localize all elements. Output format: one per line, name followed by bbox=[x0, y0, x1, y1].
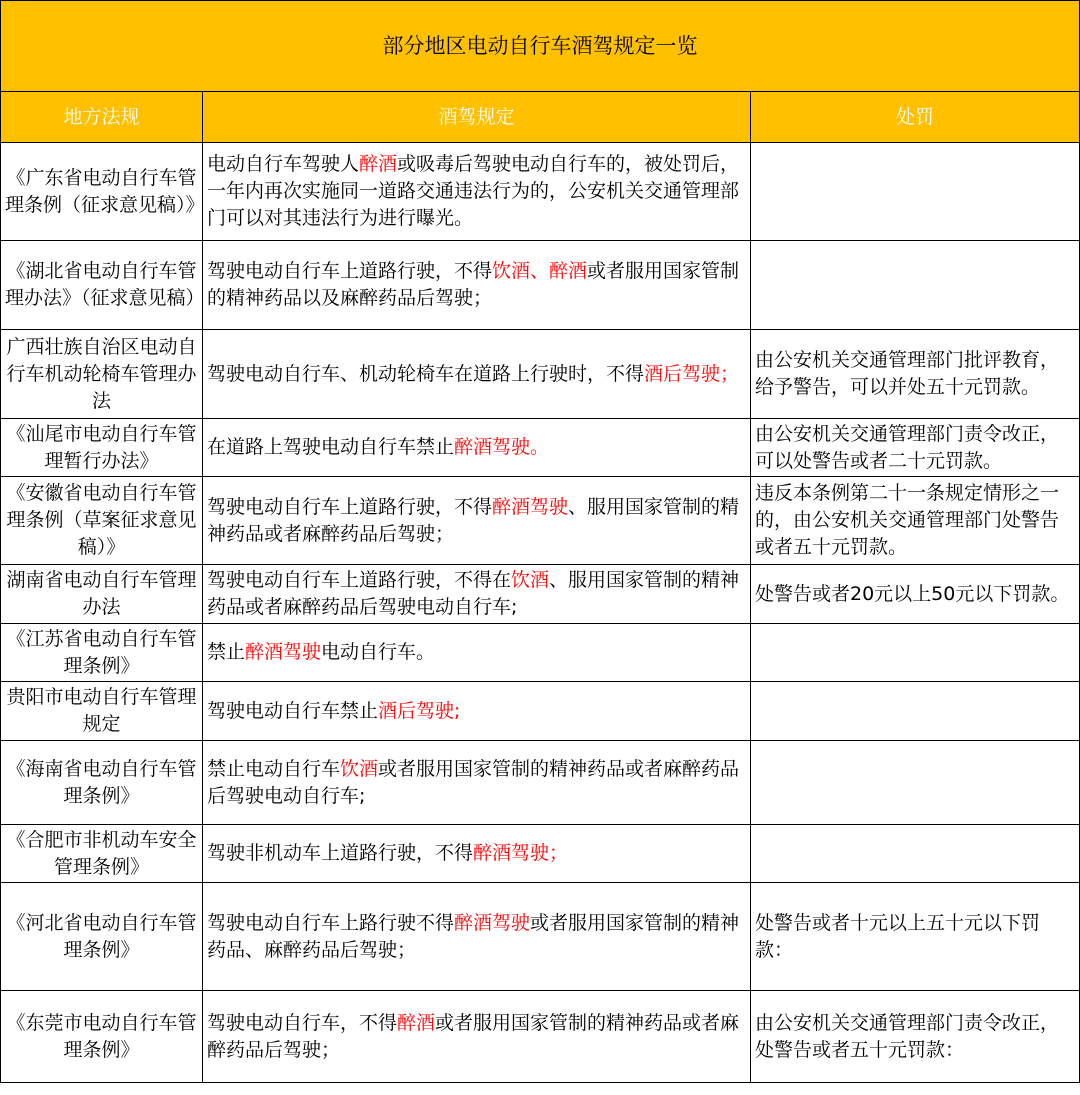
highlighted-text: 醉酒驾驶； bbox=[473, 842, 569, 864]
header-rule: 酒驾规定 bbox=[203, 92, 751, 143]
law-cell: 广西壮族自治区电动自行车机动轮椅车管理办法 bbox=[1, 330, 203, 419]
rule-cell bbox=[203, 825, 751, 883]
rule-text: 驾驶电动自行车上道路行驶，不得 bbox=[207, 495, 493, 518]
penalty-cell: 处警告或者20元以上50元以下罚款。 bbox=[751, 565, 1080, 624]
law-cell: 湖南省电动自行车管理办法 bbox=[1, 565, 203, 624]
rule-cell bbox=[203, 330, 751, 419]
title-row bbox=[1, 1, 1080, 92]
highlighted-text: 醉酒 bbox=[359, 153, 398, 175]
law-cell: 贵阳市电动自行车管理规定 bbox=[1, 682, 203, 741]
rule-text: 电动自行车驾驶人 bbox=[207, 153, 360, 175]
rule-text: 驾驶电动自行车、机动轮椅车在道路上行驶时，不得 bbox=[207, 362, 645, 385]
law-cell: 《广东省电动自行车管理条例（征求意见稿）》 bbox=[1, 143, 203, 241]
highlighted-text: 醉酒驾驶 bbox=[245, 641, 322, 663]
rule-cell bbox=[203, 682, 751, 741]
rule-text: 或者服用国家管制的精神药品或者麻醉药品后驾驶电动自行车; bbox=[207, 757, 740, 807]
table-row bbox=[1, 565, 1080, 624]
rule-text: 驾驶非机动车上道路行驶，不得 bbox=[207, 842, 474, 864]
law-cell: 《东莞市电动自行车管理条例》 bbox=[1, 991, 203, 1083]
header-law: 地方法规 bbox=[1, 92, 203, 143]
penalty-cell: 由公安机关交通管理部门责令改正，可以处警告或者二十元罚款。 bbox=[751, 419, 1080, 477]
penalty-cell: 由公安机关交通管理部门批评教育，给予警告，可以并处五十元罚款。 bbox=[751, 330, 1080, 419]
highlighted-text: 饮酒 bbox=[511, 569, 550, 591]
header-penalty: 处罚 bbox=[751, 92, 1080, 143]
table-row bbox=[1, 682, 1080, 741]
rule-text: 驾驶电动自行车上路行驶不得 bbox=[207, 911, 455, 934]
table-row bbox=[1, 241, 1080, 330]
rule-text: 在道路上驾驶电动自行车禁止 bbox=[207, 436, 455, 458]
rule-text: 禁止 bbox=[207, 641, 246, 663]
rule-cell bbox=[203, 477, 751, 565]
rule-text: 或者服用国家管制的精神药品、麻醉药品后驾驶； bbox=[207, 911, 740, 961]
penalty-cell: 处警告或者十元以上五十元以下罚款： bbox=[751, 883, 1080, 991]
table-row bbox=[1, 419, 1080, 477]
table-row bbox=[1, 883, 1080, 991]
table-row bbox=[1, 477, 1080, 565]
penalty-cell bbox=[751, 241, 1080, 330]
rule-text: 驾驶电动自行车，不得 bbox=[207, 1011, 398, 1034]
penalty-cell bbox=[751, 741, 1080, 825]
penalty-cell: 由公安机关交通管理部门责令改正，处警告或者五十元罚款： bbox=[751, 991, 1080, 1083]
rule-text: 或者服用国家管制的精神药品或者麻醉药品后驾驶； bbox=[207, 1011, 740, 1061]
table-title: 部分地区电动自行车酒驾规定一览 bbox=[1, 1, 1080, 92]
highlighted-text: 酒后驾驶； bbox=[644, 362, 740, 385]
penalty-cell: 违反本条例第二十一条规定情形之一的，由公安机关交通管理部门处警告或者五十元罚款。 bbox=[751, 477, 1080, 565]
rule-text: 、服用国家管制的精神药品或者麻醉药品后驾驶； bbox=[207, 495, 740, 545]
law-cell: 《安徽省电动自行车管理条例（草案征求意见稿）》 bbox=[1, 477, 203, 565]
penalty-cell bbox=[751, 825, 1080, 883]
rule-cell bbox=[203, 143, 751, 241]
rule-cell bbox=[203, 883, 751, 991]
penalty-cell bbox=[751, 143, 1080, 241]
rule-text: 驾驶电动自行车上道路行驶，不得 bbox=[207, 260, 493, 282]
rule-text: 、服用国家管制的精神药品或者麻醉药品后驾驶电动自行车; bbox=[207, 569, 740, 618]
rule-text: 驾驶电动自行车禁止 bbox=[207, 699, 379, 722]
rule-text: 驾驶电动自行车上道路行驶，不得在 bbox=[207, 569, 512, 591]
rule-text: 禁止电动自行车 bbox=[207, 757, 341, 780]
rule-cell bbox=[203, 241, 751, 330]
table-row bbox=[1, 991, 1080, 1083]
table-row bbox=[1, 330, 1080, 419]
rule-cell bbox=[203, 991, 751, 1083]
rule-cell bbox=[203, 565, 751, 624]
rule-cell bbox=[203, 419, 751, 477]
highlighted-text: 饮酒、醉酒 bbox=[492, 260, 588, 282]
rule-text: 电动自行车。 bbox=[321, 641, 436, 663]
law-cell: 《湖北省电动自行车管理办法》（征求意见稿） bbox=[1, 241, 203, 330]
table-body bbox=[1, 143, 1080, 1083]
header-row bbox=[1, 92, 1080, 143]
penalty-cell bbox=[751, 682, 1080, 741]
highlighted-text: 醉酒驾驶。 bbox=[454, 436, 550, 458]
rule-text: 或吸毒后驾驶电动自行车的，被处罚后，一年内再次实施同一道路交通违法行为的，公安机关交通管理部门可以对其违法行为进行曝光。 bbox=[207, 153, 740, 229]
highlighted-text: 饮酒 bbox=[340, 757, 379, 780]
law-cell: 《江苏省电动自行车管理条例》 bbox=[1, 624, 203, 682]
penalty-cell bbox=[751, 624, 1080, 682]
highlighted-text: 醉酒驾驶 bbox=[492, 495, 569, 518]
law-cell: 《海南省电动自行车管理条例》 bbox=[1, 741, 203, 825]
law-cell: 《合肥市非机动车安全管理条例》 bbox=[1, 825, 203, 883]
table-row bbox=[1, 624, 1080, 682]
highlighted-text: 醉酒驾驶 bbox=[454, 911, 531, 934]
rule-cell bbox=[203, 741, 751, 825]
law-cell: 《汕尾市电动自行车管理暂行办法》 bbox=[1, 419, 203, 477]
law-cell: 《河北省电动自行车管理条例》 bbox=[1, 883, 203, 991]
highlighted-text: 醉酒 bbox=[397, 1011, 436, 1034]
table-row bbox=[1, 741, 1080, 825]
rule-cell bbox=[203, 624, 751, 682]
rule-text: 或者服用国家管制的精神药品以及麻醉药品后驾驶； bbox=[207, 260, 740, 309]
highlighted-text: 酒后驾驶; bbox=[378, 699, 461, 722]
table-row bbox=[1, 825, 1080, 883]
table-row bbox=[1, 143, 1080, 241]
